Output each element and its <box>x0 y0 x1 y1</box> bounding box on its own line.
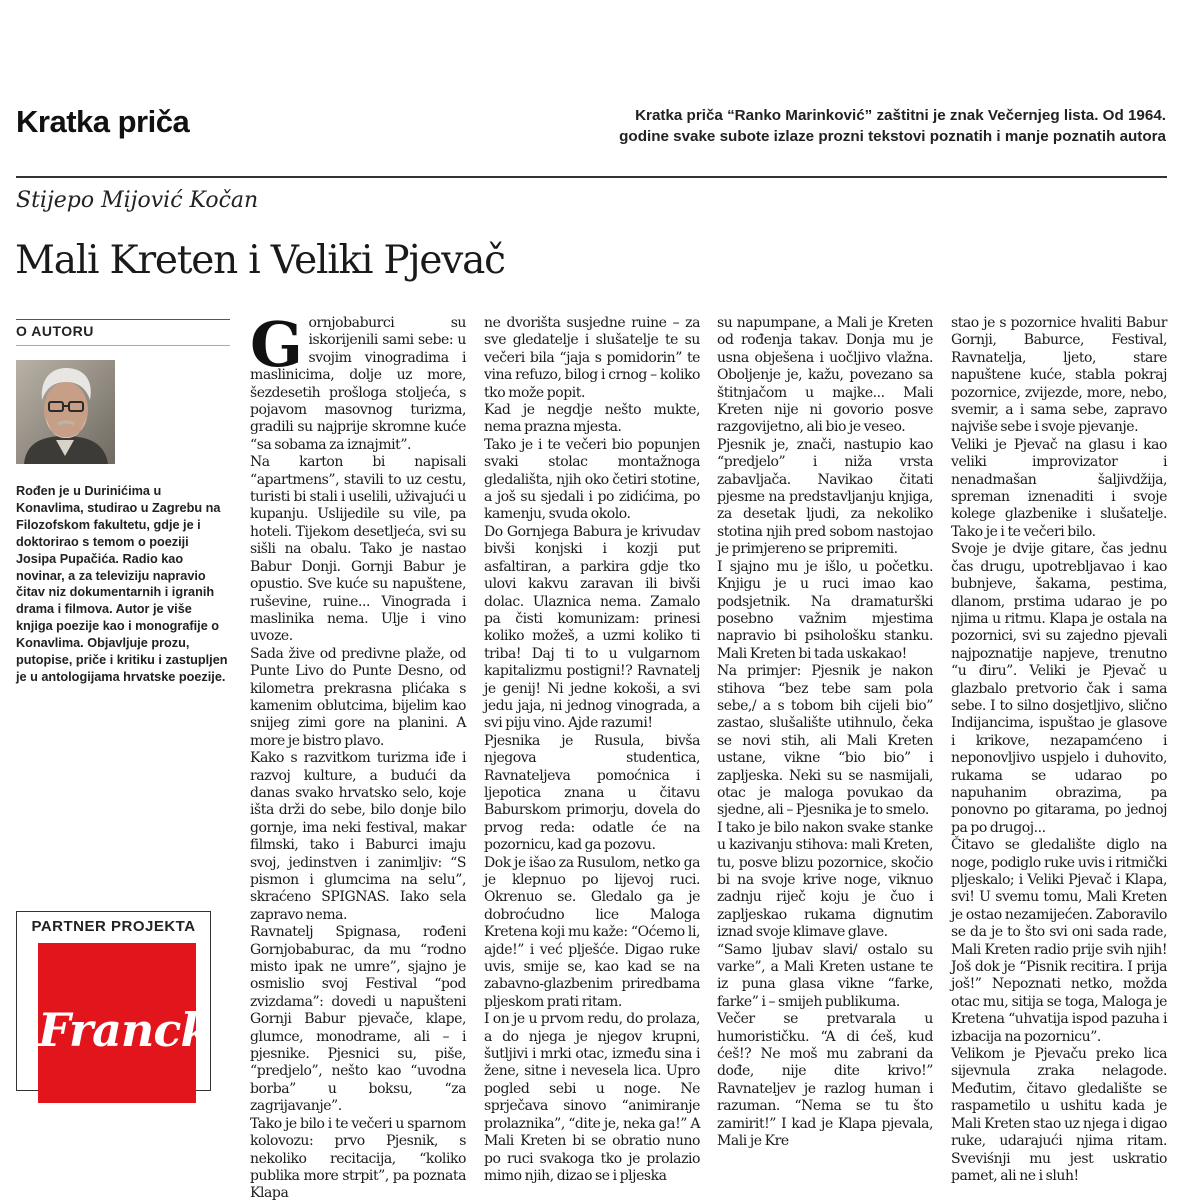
section-title: Kratka priča <box>16 104 190 139</box>
paragraph: Na karton bi napisali “apartmens”, stavili to uz cestu, turisti bi stali i uselili, uživajući u kupanju. Uslijedile su vile, pa hoteli. Tijekom desetljeća, svi su sišli na obalu. Tako je nastao Babur Donji. Gornji Babur je opustio. Sve kuće su napuštene, ruševine, ruine... Vinograda i maslinika nema. Ulje i vino uvoze. <box>250 454 466 645</box>
drop-cap: G <box>250 308 303 381</box>
paragraph: Na primjer: Pjesnik je nakon stihova “bez tebe sam pola sebe,/ a s tobom bih cijeli bio” zastao, slušalište utihnulo, čeka se novi stih, ali Mali Kreten ustane, vikne “bio bio” i zapljeska. Neki su se nasmijali, otac je maloga povukao da sjedne, ali – Pjesnika je to smelo. <box>717 663 933 819</box>
paragraph: Pjesnika je Rusula, bivša njegova studentica, Ravnateljeva pomoćnica i ljepotica znana u čitavu Baburskom primorju, dovela do prvog reda: odatle će na pozornicu, kad ga pozovu. <box>484 732 700 854</box>
paragraph: Ravnatelj Spignasa, rođeni Gornjobaburac, da mu “rodno misto ipak ne umre”, sjajno je osmislio svoj Festival “pod zvizdama”: dovedi u napušteni Gornji Babur pjevače, klape, glumce, monodrame, ali – i pjesnike. Pjesnici su, piše, “predjelo”, nešto kao “uvodna borba” u boksu, “za zagrijavanje”. <box>250 924 466 1115</box>
author-photo <box>16 360 115 464</box>
header-note-line-2: godine svake subote izlaze prozni tekstovi poznatih i manje poznatih autora <box>619 128 1166 145</box>
article-author: Stijepo Mijović Kočan <box>16 188 259 213</box>
paragraph: Pjesnik je, znači, nastupio kao “predjelo” i niža vrsta zabavljača. Navikao čitati pjesme na predstavljanju knjiga, za desetak ljudi, za nekoliko stotina njih pred sobom nastojao je primjereno se pripremiti. <box>717 436 933 558</box>
about-divider <box>16 345 230 346</box>
paragraph: Čitavo se gledalište diglo na noge, podiglo ruke uvis i ritmički pljeskalo; i Veliki Pjevač i Klapa, svi! U svemu tomu, Mali Kreten je ostao nezamijećen. Zaboravilo se da je to što svi oni sada rade, Mali Kreten radio prije svih njih! Još dok je “Pisnik recitira. I prija još!” Nepoznati netko, možda otac mu, sitija se toga, Maloga je Kretena “uhvatija ispod pazuha i izbacija na pozornicu”. <box>951 837 1167 1045</box>
paragraph: Kad je negdje nešto mukte, nema prazna mjesta. <box>484 402 700 436</box>
paragraph: Kako s razvitkom turizma iđe i razvoj kulture, a budući da danas svako hrvatsko selo, koje išta drži do sebe, bilo donje bilo gornje, ima neki festival, makar filmski, tako i Baburci imaju svoj, jedinstven i zanimljiv: “S pismon i glumcima na selu”, skraćeno SPIGNAS. Iako sela zapravo nema. <box>250 750 466 923</box>
paragraph: Velikom je Pjevaču preko lica sijevnula zraka nelagode. Međutim, čitavo gledalište se raspametilo u ushitu kada je Mali Kreten stao uz njega i digao ruke, udarajući njima ritam. Sveviśnji mu jest uskratio pamet, ali ne i sluh! <box>951 1046 1167 1184</box>
paragraph: Tako je bilo i te večeri u sparnom kolovozu: prvo Pjesnik, s nekoliko recitacija, “koliko publika more strpit”, pa poznata Klapa <box>250 1115 466 1202</box>
article-column-3 <box>717 315 933 1151</box>
paragraph: Veliki je Pjevač na glasu i kao veliki improvizator i nenadmašan šaljivdžija, spreman iznenaditi i svoje kolege glazbenike i slušatelje. Tako je i te večeri bilo. <box>951 436 1167 540</box>
partner-logo-text: Franck <box>38 1003 212 1057</box>
paragraph: I sjajno mu je išlo, u početku. Knjigu je u ruci imao kao podsjetnik. Na dramaturški posebno važnim mjestima napravio bi psihološku stanku. Mali Kreten bi tada uskakao! <box>717 558 933 662</box>
partner-box <box>16 911 211 1091</box>
header-note <box>566 105 1166 147</box>
paragraph: stao je s pozornice hvaliti Babur Gornji, Baburce, Festival, Ravnatelja, ljeto, stare napuštene kuće, stabla pokraj pozornice, zvijezde, more, nebo, svemir, a i sama sebe, zapravo najviše sebe i svoje pjevanje. <box>951 315 1167 436</box>
paragraph: Do Gornjega Babura je krivudav bivši konjski i kozji put asfaltiran, a parkira gdje tko ulovi kakvu zaravan ili bivši dolac. Ulaznica nema. Zamalo pa čisti komunizam: prinesi koliko možeš, a uzmi koliko ti triba! Daj ti to u vulgarnom kapitalizmu postigni!? Ravnatelj je genij! Ni jedne kokoši, a svi jedu jaja, ni jednog vinograda, a svi piju vino. Ajde razumi! <box>484 523 700 732</box>
author-bio: Rođen je u Durinićima u Konavlima, studirao u Zagrebu na Filozofskom fakultetu, gdje je i doktorirao s temom o poeziji Josipa Pupačića. Radio kao novinar, a za televiziju napravio čitav niz dokumentarnih i igranih drama i filmova. Autor je više knjiga poezije kao i monografije o Konavlima. Objavljuje prozu, putopise, priče i kritiku i zastupljen je u antologijama hrvatske poezije. <box>16 484 228 684</box>
about-author-title: O AUTORU <box>16 323 94 339</box>
paragraph: I on je u prvom redu, do prolaza, a do njega je njegov krupni, šutljivi i mrki otac, između sina i žene, sitne i nevesela lica. Upro pogled sebi u noge. Ne sprječava sinovo “animiranje prolaznika”, “dite je, neka ga!” A Mali Kreten bi se obratio nuno po ruci svakoga tko je prolazio mimo njih, dizao se i pljeska <box>484 1011 700 1184</box>
paragraph: Sada žive od predivne plaže, od Punte Livo do Punte Desno, od kilometra prekrasna plićaka s kamenim oblutcima, bijelim kao snijeg zimi gore na planini. A more je bistro plavo. <box>250 645 466 749</box>
partner-label: PARTNER PROJEKTA <box>31 918 196 935</box>
article-headline: Mali Kreten i Veliki Pjevač <box>15 238 505 283</box>
paragraph: ornjobaburci su iskorijenili sami sebe: u svojim vinogradima i maslinicima, dolje uz more, šezdesetih prošloga stoljeća, s pojavom masovnog turizma, gradili su najprije skromne kuće “sa sobama za iznajmit”. <box>250 315 466 453</box>
paragraph: Večer se pretvarala u humorističku. “A di ćeš, kud ćeš!? Ne moš mu zabrani da dođe, nije dite krivo!” Ravnateljev je razlog human i razuman. “Nema se tu što zamirit!” I kad je Klapa pjevala, Mali je Kre <box>717 1011 933 1150</box>
partner-logo <box>38 943 212 1103</box>
header-note-line-1: Kratka priča “Ranko Marinković” zaštitni je znak Večernjeg lista. Od 1964. <box>635 107 1166 124</box>
article-column-1 <box>250 308 466 1203</box>
paragraph: su napumpane, a Mali je Kreten od rođenja takav. Donja mu je usna obješena i uočljivo vlažna. Oboljenje je, kažu, povezano sa štitnjačom u majke... Mali Kreten nije ni govorio posve razgovijetno, ali bio je veseo. <box>717 315 933 436</box>
paragraph: Svoje je dvije gitare, čas jednu čas drugu, upotrebljavao i kao bubnjeve, šakama, pestima, dlanom, prstima udarao je po njima u ritmu. Klapa je ostala na pozornici, svi su zajedno pjevali najpoznatije napjeve, trenutno “u điru”. Veliki je Pjevač u glazbalo pretvorio čak i sama sebe. I to silno dosjetljivo, slično Indijancima, ispuštao je glasove i krikove, nezapamćeno i neponovljivo uspjelo i duhovito, rukama se udarao po napuhanim obrazima, pa ponovno po gitarama, po jednoj pa po drugoj... <box>951 541 1167 836</box>
about-top-divider <box>16 319 230 320</box>
paragraph: Dok je išao za Rusulom, netko ga je klepnuo po lijevoj ruci. Okrenuo se. Gledalo ga je dobroćudno lice Maloga Kretena koji mu kaže: “Oćemo li, ajde!” i već plješće. Digao ruke uvis, smije se, kao kad se na zabavno-glazbenim priredbama pljeskom prati ritam. <box>484 854 700 1010</box>
article-column-4 <box>951 315 1167 1185</box>
header-divider <box>16 176 1167 178</box>
paragraph: “Samo ljubav slavi/ ostalo su varke”, a Mali Kreten ustane te iz puna glasa vikne “farke, farke” i – smijeh publikuma. <box>717 941 933 1010</box>
paragraph: Tako je i te večeri bio popunjen svaki stolac montažnoga gledališta, njih oko četiri stotine, a još su sjedali i po zidićima, po kamenju, svuda okolo. <box>484 436 700 523</box>
paragraph: I tako je bilo nakon svake stanke u kazivanju stihova: mali Kreten, tu, posve blizu pozornice, skočio bi na svoje krive noge, viknuo zadnju riječ koju je čuo i zapljeskao rukama dignutim iznad svoje klimave glave. <box>717 819 933 941</box>
paragraph: ne dvorišta susjedne ruine – za sve gledatelje i slušatelje te su večeri bila “jaja s pomidorin” te vina refuzo, bilog i crnog – koliko tko može popit. <box>484 315 700 401</box>
article-column-2 <box>484 315 700 1185</box>
